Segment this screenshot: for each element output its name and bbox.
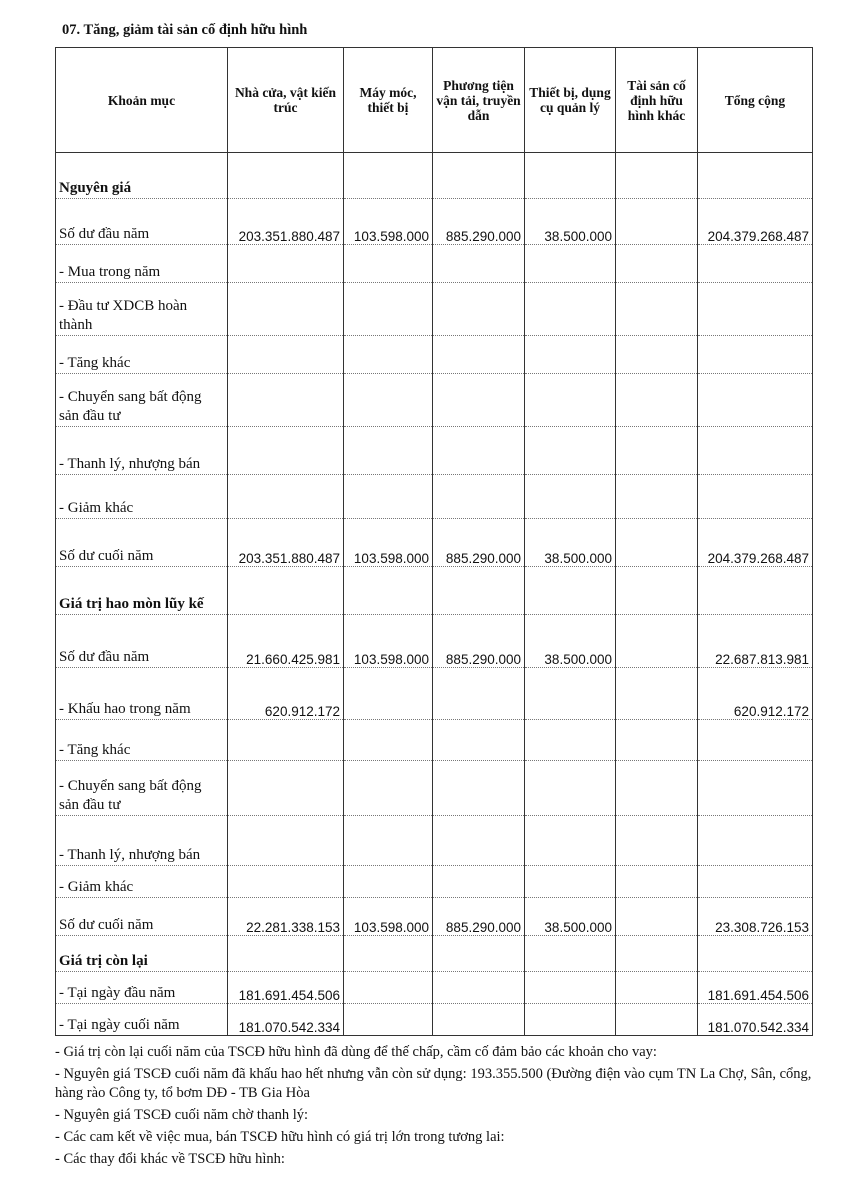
cell-transport [433,972,525,1004]
cell-machinery [344,567,433,615]
cell-other [616,720,698,761]
cell-machinery [344,336,433,374]
cell-total: 204.379.268.487 [698,199,813,245]
cell-machinery: 103.598.000 [344,898,433,936]
cell-equipment [525,283,616,336]
cell-equipment [525,245,616,283]
cell-equipment [525,972,616,1004]
cell-other [616,475,698,519]
notes-block [55,1043,815,1172]
cell-equipment [525,1004,616,1036]
cell-transport [433,668,525,720]
table-row [56,427,813,475]
cell-buildings [228,866,344,898]
cell-buildings [228,720,344,761]
cell-total [698,936,813,972]
table-row [56,475,813,519]
cell-buildings [228,374,344,427]
cell-total: 22.687.813.981 [698,615,813,668]
cell-machinery [344,936,433,972]
table-row [56,761,813,816]
cell-buildings: 21.660.425.981 [228,615,344,668]
cell-other [616,615,698,668]
cell-total [698,475,813,519]
row-label: Số dư đầu năm [56,615,228,668]
cell-transport [433,475,525,519]
cell-machinery [344,374,433,427]
table-row [56,898,813,936]
row-label: - Tăng khác [56,336,228,374]
cell-equipment [525,427,616,475]
cell-total [698,336,813,374]
cell-buildings: 203.351.880.487 [228,519,344,567]
note-line: - Nguyên giá TSCĐ cuối năm chờ thanh lý: [55,1107,309,1123]
table-row [56,567,813,615]
cell-other [616,1004,698,1036]
table-row [56,866,813,898]
cell-total [698,567,813,615]
cell-machinery [344,668,433,720]
cell-transport: 885.290.000 [433,615,525,668]
cell-transport: 885.290.000 [433,519,525,567]
header-buildings: Nhà cửa, vật kiến trúc [228,48,344,153]
cell-buildings: 203.351.880.487 [228,199,344,245]
cell-other [616,761,698,816]
cell-other [616,199,698,245]
header-equipment: Thiết bị, dụng cụ quản lý [525,48,616,153]
cell-other [616,972,698,1004]
cell-buildings [228,475,344,519]
cell-machinery [344,866,433,898]
cell-total [698,866,813,898]
row-label: - Tăng khác [56,720,228,761]
section-label: Giá trị còn lại [56,936,228,972]
cell-other [616,816,698,866]
cell-equipment [525,567,616,615]
cell-total [698,761,813,816]
row-label: Số dư cuối năm [56,519,228,567]
cell-other [616,936,698,972]
row-label: Số dư cuối năm [56,898,228,936]
table-row [56,153,813,199]
cell-total [698,283,813,336]
cell-equipment [525,816,616,866]
cell-equipment [525,720,616,761]
table-row [56,668,813,720]
cell-transport [433,1004,525,1036]
cell-total: 181.691.454.506 [698,972,813,1004]
cell-equipment: 38.500.000 [525,898,616,936]
table-header-row [56,48,813,153]
table-row [56,374,813,427]
header-item: Khoản mục [56,48,228,153]
cell-buildings [228,245,344,283]
cell-total [698,374,813,427]
cell-machinery [344,720,433,761]
row-label: - Thanh lý, nhượng bán [56,816,228,866]
cell-other [616,336,698,374]
note-line: - Các cam kết về việc mua, bán TSCĐ hữu hình có giá trị lớn trong tương lai: [55,1129,505,1145]
cell-equipment [525,866,616,898]
row-label: - Giảm khác [56,475,228,519]
cell-transport [433,283,525,336]
row-label: - Khấu hao trong năm [56,668,228,720]
cell-total: 204.379.268.487 [698,519,813,567]
cell-transport: 885.290.000 [433,199,525,245]
note-line: - Giá trị còn lại cuối năm của TSCĐ hữu hình đã dùng để thế chấp, cầm cố đảm bảo các khoản cho vay: [55,1044,657,1060]
cell-buildings [228,153,344,199]
table-row [56,336,813,374]
cell-total [698,153,813,199]
section-label: Giá trị hao mòn lũy kế [56,567,228,615]
cell-machinery [344,816,433,866]
cell-buildings: 620.912.172 [228,668,344,720]
cell-transport [433,816,525,866]
cell-equipment [525,336,616,374]
row-label: - Thanh lý, nhượng bán [56,427,228,475]
cell-machinery [344,475,433,519]
section-heading: 07. Tăng, giảm tài sản cố định hữu hình [62,22,308,38]
cell-transport [433,336,525,374]
table-row [56,519,813,567]
cell-transport [433,761,525,816]
cell-other [616,283,698,336]
cell-transport [433,427,525,475]
cell-equipment [525,936,616,972]
cell-transport [433,720,525,761]
cell-transport [433,567,525,615]
fixed-assets-table [55,47,813,1036]
cell-buildings [228,761,344,816]
cell-machinery: 103.598.000 [344,519,433,567]
cell-total [698,816,813,866]
cell-buildings [228,816,344,866]
cell-buildings [228,427,344,475]
cell-machinery [344,1004,433,1036]
table-row [56,283,813,336]
note-line: - Các thay đổi khác về TSCĐ hữu hình: [55,1151,285,1167]
cell-equipment [525,475,616,519]
cell-other [616,866,698,898]
table-row [56,1004,813,1036]
header-other: Tài sản cố định hữu hình khác [616,48,698,153]
row-label: - Tại ngày cuối năm [56,1004,228,1036]
cell-machinery [344,972,433,1004]
cell-other [616,153,698,199]
table-row [56,816,813,866]
cell-buildings [228,336,344,374]
cell-machinery [344,283,433,336]
cell-equipment: 38.500.000 [525,519,616,567]
row-label: - Chuyển sang bất động sản đầu tư [56,761,228,816]
cell-machinery [344,153,433,199]
cell-total: 620.912.172 [698,668,813,720]
table-row [56,245,813,283]
header-transport: Phương tiện vận tải, truyền dẫn [433,48,525,153]
table-row [56,615,813,668]
cell-machinery: 103.598.000 [344,615,433,668]
cell-buildings: 181.691.454.506 [228,972,344,1004]
cell-other [616,519,698,567]
cell-machinery: 103.598.000 [344,199,433,245]
note-line: - Nguyên giá TSCĐ cuối năm đã khấu hao hết nhưng vẫn còn sử dụng: 193.355.500 (Đường điện vào cụm TN La Chợ, Sân, cổng, hàng rào Công ty, tổ bơm DĐ - TB Gia Hòa [55,1066,812,1101]
cell-total: 181.070.542.334 [698,1004,813,1036]
cell-transport [433,153,525,199]
row-label: - Chuyển sang bất động sản đầu tư [56,374,228,427]
cell-total: 23.308.726.153 [698,898,813,936]
cell-other [616,668,698,720]
cell-other [616,374,698,427]
cell-buildings [228,283,344,336]
row-label: - Mua trong năm [56,245,228,283]
cell-equipment: 38.500.000 [525,199,616,245]
cell-total [698,720,813,761]
header-machinery: Máy móc, thiết bị [344,48,433,153]
table-row [56,720,813,761]
table-row [56,199,813,245]
cell-buildings: 181.070.542.334 [228,1004,344,1036]
cell-equipment [525,761,616,816]
header-total: Tổng cộng [698,48,813,153]
cell-buildings: 22.281.338.153 [228,898,344,936]
table-row [56,972,813,1004]
cell-other [616,245,698,283]
cell-other [616,898,698,936]
cell-transport [433,245,525,283]
cell-total [698,427,813,475]
cell-buildings [228,567,344,615]
row-label: - Tại ngày đầu năm [56,972,228,1004]
cell-other [616,567,698,615]
cell-machinery [344,245,433,283]
cell-total [698,245,813,283]
cell-other [616,427,698,475]
cell-transport [433,374,525,427]
cell-machinery [344,427,433,475]
row-label: Số dư đầu năm [56,199,228,245]
row-label: - Đầu tư XDCB hoàn thành [56,283,228,336]
cell-buildings [228,936,344,972]
cell-transport [433,866,525,898]
row-label: - Giảm khác [56,866,228,898]
cell-transport: 885.290.000 [433,898,525,936]
cell-equipment: 38.500.000 [525,615,616,668]
cell-transport [433,936,525,972]
cell-machinery [344,761,433,816]
cell-equipment [525,374,616,427]
cell-equipment [525,668,616,720]
section-label: Nguyên giá [56,153,228,199]
table-row [56,936,813,972]
cell-equipment [525,153,616,199]
